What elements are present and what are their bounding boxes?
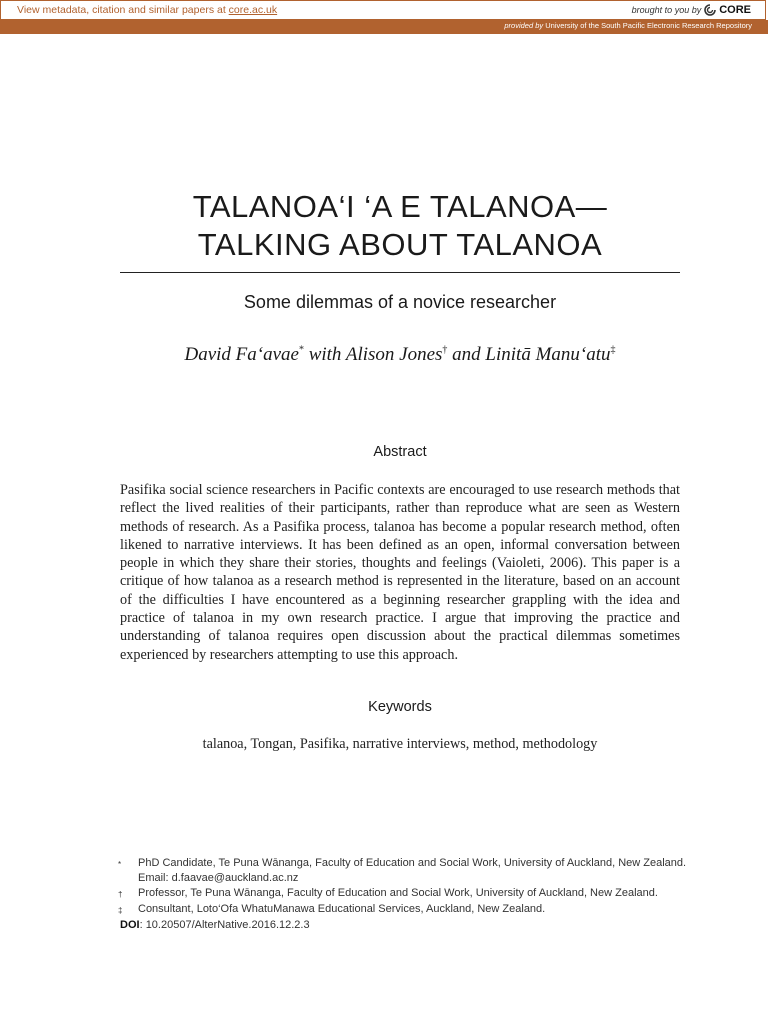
abstract-heading: Abstract: [373, 444, 427, 460]
core-metadata-text: View metadata, citation and similar papers at: [17, 4, 229, 16]
title-line-2: TALKING ABOUT TALANOA: [197, 227, 603, 262]
article-subtitle: Some dilemmas of a novice researcher: [243, 292, 557, 312]
footnote-text-2: Professor, Te Puna Wānanga, Faculty of Education and Social Work, University of Auckland, New Zealand.: [138, 887, 658, 899]
footnote-2: [118, 886, 698, 902]
core-link[interactable]: core.ac.uk: [228, 4, 278, 16]
article-title: [100, 188, 700, 264]
doi-label: DOI: [120, 919, 140, 931]
footnote-email: Email: d.faavae@auckland.ac.nz: [138, 872, 299, 884]
footnote-1: [118, 856, 698, 886]
doi-line: [120, 919, 310, 931]
author-name-3: and Linitā Manu‘atu: [447, 344, 611, 365]
footnote-text-1: PhD Candidate, Te Puna Wānanga, Faculty of Education and Social Work, University of Auckland, New Zealand.: [138, 857, 687, 869]
abstract-text: Pasifika social science researchers in Pacific contexts are encouraged to use research methods that reflect the lived realities of their participants, rather than reproduce what are seen as Western methods of research. As a Pasifika process, talanoa has become a popular research method, often likened to narrative interviews. It has been defined as an open, informal conversation between people in which they share their stories, thoughts and feelings (Vaioleti, 2006). This paper is a critique of how talanoa as a research method is represented in the literature, based on an account of the difficulties I have encountered as a beginning researcher grappling with the idea and practice of talanoa in my own research practice. I argue that improving the practice and understanding of talanoa requires open discussion about the practical dilemmas sometimes experienced by researchers attempting to use this approach.: [120, 482, 680, 663]
brought-to-you-text: brought to you by: [631, 5, 702, 15]
core-attribution[interactable]: [632, 4, 751, 16]
title-divider: [120, 272, 680, 273]
footnote-text-3: Consultant, Loto‘Ofa WhatuManawa Educational Services, Auckland, New Zealand.: [138, 903, 546, 915]
keywords-heading: Keywords: [368, 699, 432, 715]
author-mark-1: *: [298, 344, 304, 356]
doi-separator: :: [139, 919, 146, 931]
author-name-2: with Alison Jones: [303, 344, 443, 365]
doi-value[interactable]: 10.20507/AlterNative.2016.12.2.3: [145, 919, 310, 931]
provided-by-text: provided by: [504, 21, 544, 30]
core-banner: [0, 0, 766, 20]
title-line-1: TALANOA‘I ‘A E TALANOA—: [192, 189, 608, 224]
provider-notice[interactable]: [504, 21, 752, 30]
footnote-3: [118, 902, 698, 918]
author-mark-3: ‡: [610, 344, 616, 356]
footnotes: [118, 856, 698, 918]
footnote-mark-3: ‡: [118, 906, 123, 915]
author-line: [80, 344, 720, 366]
core-logo-icon: [704, 4, 716, 16]
core-provider-bar: [0, 20, 768, 34]
core-logo-text: CORE: [719, 4, 751, 16]
keywords-text: talanoa, Tongan, Pasifika, narrative interviews, method, methodology: [202, 736, 598, 752]
footnote-mark-1: *: [118, 860, 122, 869]
footnote-mark-2: †: [118, 890, 123, 899]
core-metadata-notice: [17, 4, 277, 16]
provider-name: University of the South Pacific Electronic Research Repository: [545, 21, 752, 30]
author-name-1: David Fa‘avae: [184, 344, 299, 365]
author-mark-2: †: [442, 344, 448, 356]
